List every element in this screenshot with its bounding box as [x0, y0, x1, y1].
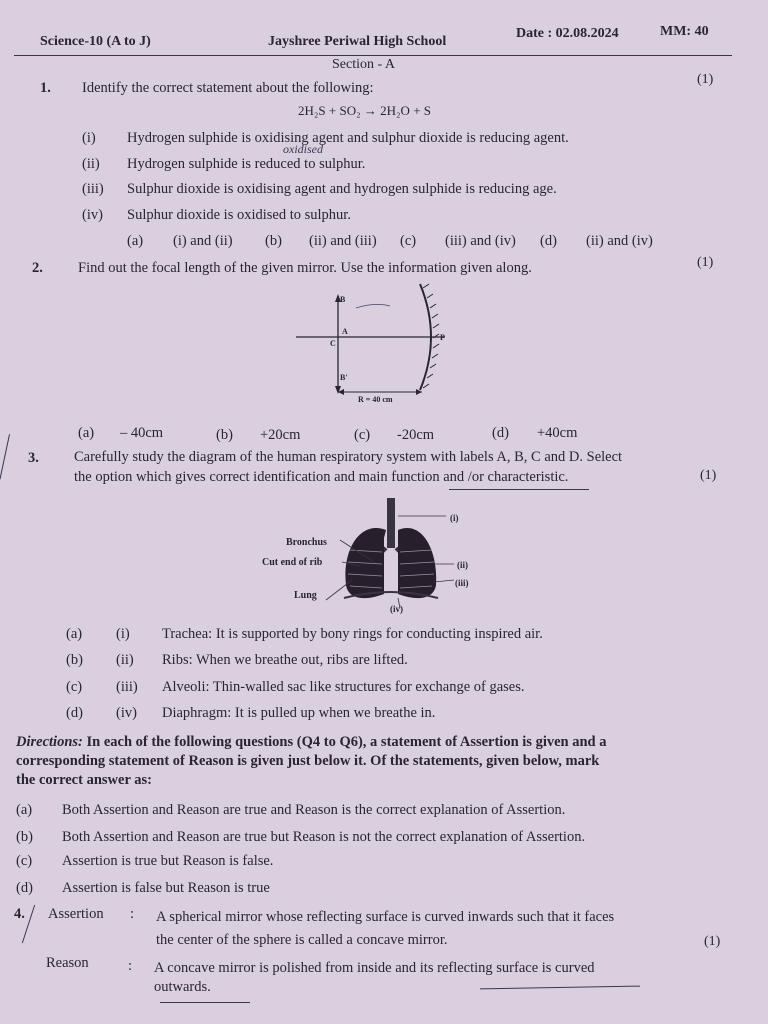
ar-option-label: (a)	[16, 802, 33, 818]
assertion-label: Assertion	[48, 906, 104, 922]
question-2-text: Find out the focal length of the given mirror. Use the information given along.	[78, 260, 532, 276]
question-3-line2: the option which gives correct identification and main function and /or characteristic.	[74, 469, 569, 485]
q1-statement-text: Hydrogen sulphide is reduced to sulphur.	[127, 156, 366, 172]
directions-text: In each of the following questions (Q4 to Q6), a statement of Assertion is given and a	[86, 734, 607, 750]
exam-date: Date : 02.08.2024	[516, 26, 619, 41]
directions-line3: the correct answer as:	[16, 772, 152, 788]
directions-line1	[16, 733, 606, 752]
q1-statement-label: (i)	[82, 130, 96, 146]
q1-choice-text[interactable]: (i) and (ii)	[173, 233, 233, 249]
question-4-marks: (1)	[704, 934, 721, 949]
q2-choice-text[interactable]: – 40cm	[120, 425, 164, 441]
label-i: (i)	[450, 513, 459, 523]
question-4-number: 4.	[14, 906, 25, 922]
q3-choice-label[interactable]: (d)	[66, 705, 83, 721]
q2-choice-text[interactable]: +20cm	[260, 427, 301, 443]
label-bronchus: Bronchus	[286, 537, 327, 548]
q2-choice-label[interactable]: (b)	[216, 427, 233, 443]
section-title: Section - A	[332, 57, 395, 72]
question-3-marks: (1)	[700, 468, 717, 483]
q1-statement-text: Hydrogen sulphide is oxidising agent and sulphur dioxide is reducing agent.	[127, 130, 569, 146]
ar-option-text: Assertion is true but Reason is false.	[62, 853, 274, 869]
q3-choice-text[interactable]: Ribs: When we breathe out, ribs are lifted.	[162, 652, 408, 668]
question-1-text: Identify the correct statement about the following:	[82, 80, 374, 96]
label-cut-end-of-rib: Cut end of rib	[262, 557, 323, 568]
q1-statement-label: (iii)	[82, 181, 104, 197]
label-a: A	[342, 327, 348, 336]
label-b: B	[340, 295, 346, 304]
q3-choice-roman: (iv)	[116, 705, 137, 721]
ar-option-label: (d)	[16, 880, 33, 896]
colon: :	[128, 958, 133, 974]
q2-choice-text[interactable]: -20cm	[397, 427, 435, 443]
subject-label: Science-10 (A to J)	[40, 34, 151, 49]
directions-heading: Directions:	[16, 734, 83, 750]
directions-line2: corresponding statement of Reason is given just below it. Of the statements, given below, mark	[16, 753, 600, 769]
label-lung: Lung	[294, 590, 317, 601]
margin-mark	[0, 434, 32, 484]
question-1-marks: (1)	[697, 72, 714, 87]
q3-choice-label[interactable]: (c)	[66, 679, 83, 695]
q2-choice-text[interactable]: +40cm	[537, 425, 578, 441]
q3-choice-roman: (iii)	[116, 679, 138, 695]
underline	[480, 986, 640, 990]
q1-choice-text[interactable]: (ii) and (iv)	[586, 233, 653, 249]
q2-choice-label[interactable]: (c)	[354, 427, 371, 443]
max-marks: MM: 40	[660, 24, 709, 39]
q3-choice-text[interactable]: Alveoli: Thin-walled sac like structures for exchange of gases.	[162, 679, 525, 695]
radius-label: R = 40 cm	[358, 395, 393, 404]
q1-choice-text[interactable]: (iii) and (iv)	[445, 233, 516, 249]
respiratory-diagram	[250, 490, 490, 615]
header-rule	[14, 55, 732, 56]
q1-choice-label[interactable]: (b)	[265, 233, 282, 249]
mirror-diagram	[290, 280, 460, 410]
q1-statement-text: Sulphur dioxide is oxidised to sulphur.	[127, 207, 351, 223]
q2-choice-label[interactable]: (a)	[78, 425, 95, 441]
handwritten-note: oxidised	[283, 142, 323, 156]
q1-statement-label: (ii)	[82, 156, 100, 172]
ar-option-label: (b)	[16, 829, 33, 845]
ar-option-text: Assertion is false but Reason is true	[62, 880, 270, 896]
question-3-line1: Carefully study the diagram of the human respiratory system with labels A, B, C and D. Select	[74, 449, 623, 465]
question-1-number: 1.	[40, 80, 51, 96]
label-p: P	[440, 333, 445, 342]
question-2-number: 2.	[32, 260, 43, 276]
assertion-line2: the center of the sphere is called a concave mirror.	[156, 932, 448, 948]
ar-option-text: Both Assertion and Reason are true and Reason is the correct explanation of Assertion.	[62, 802, 566, 818]
label-iii: (iii)	[455, 578, 469, 588]
label-c: C	[330, 339, 336, 348]
q3-choice-roman: (i)	[116, 626, 130, 642]
q3-choice-text[interactable]: Diaphragm: It is pulled up when we breathe in.	[162, 705, 436, 721]
q3-choice-roman: (ii)	[116, 652, 134, 668]
q1-choice-text[interactable]: (ii) and (iii)	[309, 233, 377, 249]
assertion-line1: A spherical mirror whose reflecting surface is curved inwards such that it faces	[156, 909, 615, 925]
reason-line2: outwards.	[154, 979, 211, 995]
reason-line1: A concave mirror is polished from inside and its reflecting surface is curved	[154, 960, 595, 976]
q1-choice-label[interactable]: (a)	[127, 233, 144, 249]
q3-choice-label[interactable]: (a)	[66, 626, 83, 642]
school-name: Jayshree Periwal High School	[268, 34, 447, 49]
ar-option-text: Both Assertion and Reason are true but Reason is not the correct explanation of Assertion.	[62, 829, 586, 845]
label-b-prime: B'	[340, 373, 348, 382]
question-2-marks: (1)	[697, 255, 714, 270]
colon: :	[130, 906, 135, 922]
underline	[160, 1002, 250, 1003]
reason-label: Reason	[46, 955, 89, 971]
label-ii: (ii)	[457, 560, 468, 570]
question-3-number: 3.	[28, 450, 39, 466]
q1-statement-text: Sulphur dioxide is oxidising agent and hydrogen sulphide is reducing age.	[127, 181, 557, 197]
q1-choice-label[interactable]: (d)	[540, 233, 557, 249]
q1-choice-label[interactable]: (c)	[400, 233, 417, 249]
q2-choice-label[interactable]: (d)	[492, 425, 509, 441]
reaction-equation: 2H₂S + SO₂ → 2H₂O + S	[298, 103, 432, 118]
q1-statement-label: (iv)	[82, 207, 103, 223]
q3-choice-label[interactable]: (b)	[66, 652, 83, 668]
label-iv: (iv)	[390, 604, 403, 614]
q3-choice-text[interactable]: Trachea: It is supported by bony rings for conducting inspired air.	[162, 626, 543, 642]
ar-option-label: (c)	[16, 853, 33, 869]
